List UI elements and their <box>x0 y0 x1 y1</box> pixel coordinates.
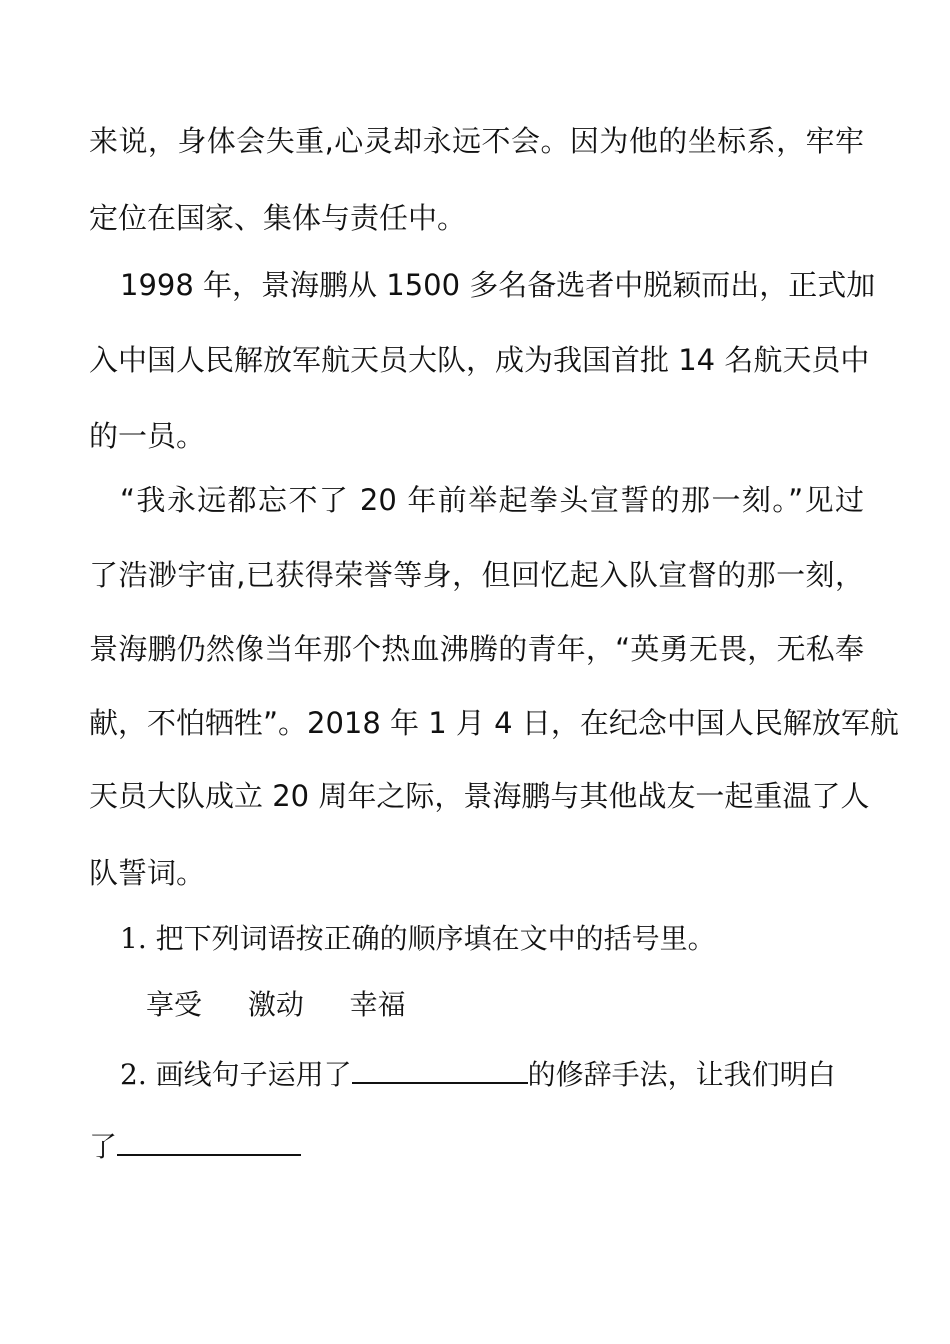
paragraph-3-line-5: 天员大队成立 20 周年之际，景海鹏与其他战友一起重温了人 <box>89 779 870 813</box>
paragraph-3-line-1: “我永远都忘不了 20 年前举起拳头宣誓的那一刻。”见过 <box>120 483 864 517</box>
paragraph-3-line-2: 了浩渺宇宙,已获得荣誉等身，但回忆起入队宣督的那一刻， <box>89 558 864 592</box>
word-bank-item: 享受 <box>146 988 203 1021</box>
paragraph-1-line-1: 来说，身体会失重,心灵却永远不会。因为他的坐标系，牢牢 <box>89 124 864 158</box>
paragraph-3-line-4: 献，不怕牺牲”。2018 年 1 月 4 日，在纪念中国人民解放军航 <box>89 706 899 740</box>
paragraph-2-line-2: 入中国人民解放军航天员大队，成为我国首批 14 名航天员中 <box>89 343 870 377</box>
word-bank <box>146 985 406 1025</box>
answer-blank-meaning[interactable] <box>117 1124 301 1156</box>
question-1-text: 1. 把下列词语按正确的顺序填在文中的括号里。 <box>120 922 716 955</box>
word-bank-item: 激动 <box>247 988 304 1021</box>
paragraph-3-line-3: 景海鹏仍然像当年那个热血沸腾的青年，“英勇无畏，无私奉 <box>89 632 864 666</box>
question-2-line-2 <box>89 1124 301 1167</box>
question-2-prefix: 2. 画线句子运用了 <box>120 1058 352 1091</box>
question-2-line-1 <box>120 1052 836 1095</box>
word-bank-item: 幸福 <box>349 988 406 1021</box>
paragraph-3-line-6: 队誓词。 <box>89 856 206 890</box>
paragraph-2-line-1: 1998 年，景海鹏从 1500 多名备选者中脱颖而出，正式加 <box>120 268 876 302</box>
question-2-middle: 的修辞手法，让我们明白 <box>527 1058 836 1091</box>
paragraph-2-line-3: 的一员。 <box>89 419 206 453</box>
paragraph-1-line-2: 定位在国家、集体与责任中。 <box>89 201 467 235</box>
answer-blank-rhetoric[interactable] <box>352 1052 528 1084</box>
question-2-suffix: 了 <box>89 1130 118 1163</box>
